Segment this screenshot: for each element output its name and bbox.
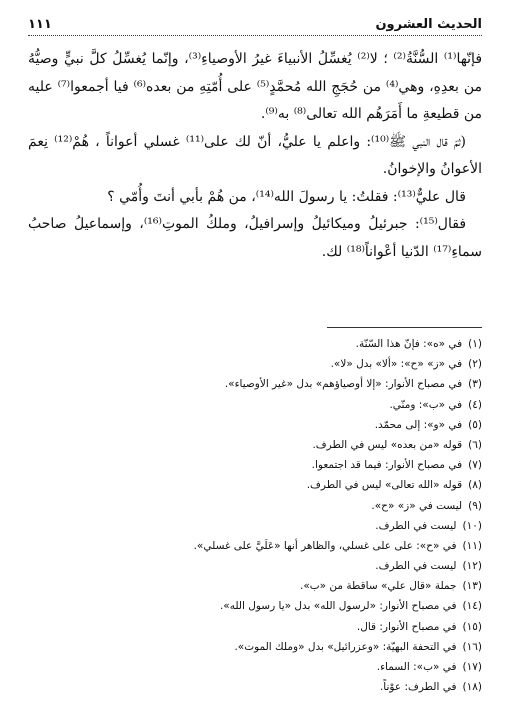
paragraph: فإنّها⁽¹⁾ السُّنَّةُ⁽²⁾ ؛ لا⁽²⁾ يُغسِّلُ الأنبياءَ غيرُ الأوصياءِ⁽³⁾، وإنّما يُغسِّلُ كلَّ نبيٍّ وصيُّهُ من بعدِهِ، وهي⁽⁴⁾ من حُجَجِ الله مُحمَّدٍ⁽⁵⁾ على أُمّتِهِ من بعده⁽⁶⁾ فيا أجمعوا⁽⁷⁾ عليه من قطيعةِ ما أَمَرَهُم الله تعالى⁽⁸⁾ به⁽⁹⁾. — [28, 51, 483, 122]
paragraph: فقال⁽¹⁵⁾: جبرئيلُ وميكائيلُ وإسرافيلُ، وملكُ الموتِ⁽¹⁶⁾، وإسماعيلُ صاحبُ سماءِ⁽¹⁷⁾ الدّنيا أعْواناً⁽¹⁸⁾ لك. — [28, 216, 482, 260]
footnote: (٣)في مصباح الأنوار: «إلا أوصياؤهم» بدل «غير الأوصياء». — [224, 378, 482, 391]
footnote: (١١)في «ح»: على على غسلي، والظاهر أنها «عَلَيَّ على غسلي». — [193, 539, 482, 552]
footnote: (٥)في «و»: إلى محمّد. — [374, 418, 482, 431]
footnote: (٧)في مصباح الأنوار: فيما قد اجتمعوا. — [311, 459, 482, 472]
footnote: (١٦)في التحفة البهيّة: «وعزرائيل» بدل «وملك الموت». — [234, 640, 482, 653]
running-header — [28, 10, 482, 36]
footnote: (٦)قوله «من بعده» ليس في الطرف. — [312, 438, 482, 451]
footnote: (١٧)في «ب»: السماء. — [376, 661, 482, 673]
footnote: (١٥)في مصباح الأنوار: قال. — [356, 620, 482, 633]
footnote: (٤)في «ب»: ومنّي. — [389, 398, 482, 411]
footnote: (١٠)ليست في الطرف. — [375, 519, 482, 532]
footnote: (١٢)ليست في الطرف. — [375, 560, 482, 573]
footnote: (١)في «ه»: فإنّ هذا السّنّة. — [355, 338, 482, 350]
footnote: (١٤)في مصباح الأنوار: «لرسول الله» بدل «يا رسول الله». — [219, 600, 482, 613]
paragraph: (ثمّ قال النبي ﷺ⁽¹⁰⁾: واعلم يا عليُّ، أنّ لك على⁽¹¹⁾ غسلي أعواناً ، هُمْ⁽¹²⁾ نِعمَ الأعوانُ والإخوانُ. — [28, 133, 482, 177]
footnote: (٩)ليست في «ز» «ح». — [371, 499, 482, 512]
page-number: ١١١ — [28, 17, 52, 32]
footnote: (٨)قوله «الله تعالى» ليس في الطرف. — [306, 479, 482, 492]
footnote-divider — [327, 327, 482, 328]
footnotes — [28, 334, 482, 697]
footnote: (٢)في «ز» «ح»: «ألا» بدل «لا». — [330, 358, 482, 371]
chapter-title: الحديث العشرون — [375, 17, 482, 32]
footnote: (١٣)جملة «قال علي» ساقطة من «ب». — [300, 580, 482, 593]
footnote: (١٨)في الطرف: عوْناً. — [379, 681, 482, 694]
paragraph: قال عليٌّ⁽¹³⁾: فقلتُ: يا رسولَ الله⁽¹⁴⁾، من هُمْ بأبي أنتَ وأُمّي ؟ — [107, 188, 466, 205]
main-text — [28, 46, 482, 266]
